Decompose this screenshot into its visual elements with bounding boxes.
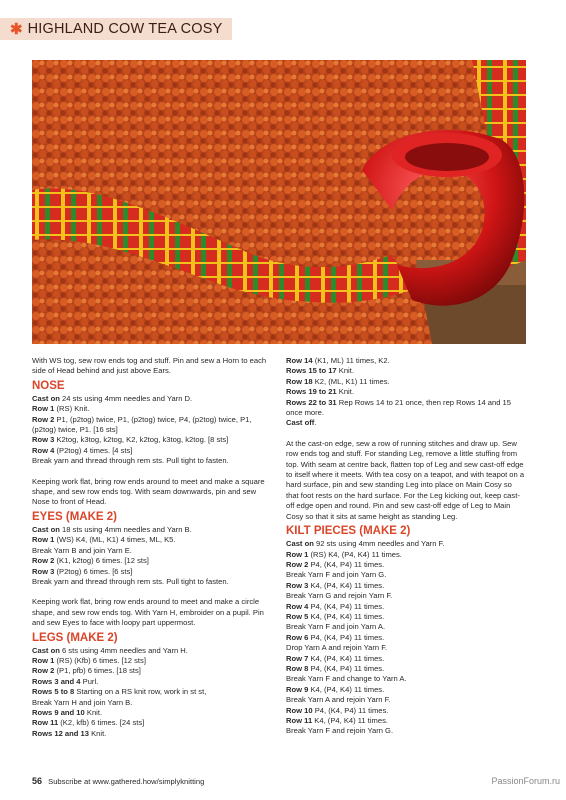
pattern-row [286, 418, 526, 428]
pattern-row [32, 577, 270, 587]
row-text: (P1, pfb) 6 times. [18 sts] [54, 666, 141, 676]
row-label: Row 14 [286, 356, 313, 365]
row-label: Row 2 [32, 556, 55, 566]
pattern-row [32, 404, 270, 414]
row-text: 92 sts using 4mm needles and Yarn F. [313, 539, 445, 549]
row-label: Row 6 [286, 632, 309, 642]
pattern-row [286, 654, 526, 664]
row-text: (K2, kfb) 6 times. [24 sts] [58, 718, 145, 728]
section-heading: EYES (MAKE 2) [32, 510, 117, 523]
row-text: Break Yarn H and join Yarn B. [32, 697, 133, 707]
row-text: Break yarn and thread through rem sts. Pull tight to fasten. [32, 456, 229, 466]
pattern-row [32, 656, 270, 666]
pattern-row [286, 570, 526, 580]
pattern-row [32, 677, 270, 687]
row-label: Rows 12 and 13 [32, 728, 89, 738]
row-text: 18 sts using 4mm needles and Yarn B. [59, 524, 192, 534]
row-text: Knit. [88, 728, 107, 738]
row-text: Break Yarn G and rejoin Yarn F. [286, 591, 393, 601]
row-text: K2tog, k3tog, k2tog, K2, k2tog, k3tog, k2tog. [8 sts] [54, 435, 229, 445]
row-label: Row 1 [32, 655, 55, 665]
pattern-row [286, 377, 526, 387]
row-label: Row 2 [32, 414, 55, 424]
pattern-row [32, 729, 270, 739]
pattern-row [32, 446, 270, 456]
row-label: Row 1 [32, 535, 55, 545]
pattern-row [286, 591, 526, 601]
row-label: Row 9 [286, 684, 309, 694]
pattern-row [32, 546, 270, 556]
row-text: P4, (K4, P4) 11 times. [308, 601, 385, 611]
paragraph [32, 356, 270, 377]
row-text: . [314, 418, 317, 428]
row-label: Row 18 [286, 376, 313, 386]
article-title: HIGHLAND COW TEA COSY [27, 21, 223, 37]
pattern-row [286, 716, 526, 726]
row-text: Break yarn and thread through rem sts. Pull tight to fasten. [32, 576, 229, 586]
pattern-row [32, 718, 270, 728]
pattern-row [286, 633, 526, 643]
row-text: Knit. [84, 707, 103, 717]
pattern-row [286, 674, 526, 684]
row-text: (WS) K4, (ML, K1) 4 times, ML, K5. [54, 535, 176, 545]
pattern-row [286, 550, 526, 560]
row-label: Row 3 [286, 580, 309, 590]
row-label: Row 7 [286, 653, 309, 663]
row-label: Row 3 [32, 566, 55, 576]
pattern-row [286, 539, 526, 549]
pattern-row [32, 525, 270, 535]
row-label: Rows 9 and 10 [32, 707, 85, 717]
row-text: K4, (P4, K4) 11 times. [312, 716, 388, 725]
row-label: Rows 15 to 17 [286, 366, 337, 376]
row-text: Rep Rows 14 to 21 once, then rep Rows 14 and 15 once more. [286, 397, 512, 418]
pattern-row [286, 612, 526, 622]
pattern-row [32, 435, 270, 445]
pattern-row [286, 602, 526, 612]
row-text: (K1, ML) 11 times, K2. [312, 356, 390, 365]
row-label: Rows 3 and 4 [32, 676, 81, 686]
row-text: Break Yarn F and join Yarn G. [286, 570, 387, 580]
pattern-row [286, 366, 526, 376]
row-text: Break Yarn F and rejoin Yarn G. [286, 726, 394, 736]
pattern-row [286, 685, 526, 695]
pattern-row [286, 581, 526, 591]
section-heading: LEGS (MAKE 2) [32, 631, 118, 644]
row-text: K4, (P4, K4) 11 times. [308, 684, 385, 694]
row-label: Row 1 [286, 549, 309, 559]
row-text: At the cast-on edge, sew a row of running stitches and draw up. Sew row ends tog and stuff. For standing Leg, remove a little stuffing from top. With seam at centre back, flatten top of Leg and sew cast-off edge to itself where it meets. With tea cosy on a teapot, and with teapot on a hard surface, pin and sew standing Leg into place on Main Cosy so that foot rests on the hard surface. For the Leg kicking out, keep cast-off edge open and round. Pin and sew cast-off edge of Leg to Main Cosy so that it sits at same height as standing Leg. [286, 438, 525, 521]
row-text: P4, (K4, P4) 11 times. [312, 705, 389, 715]
row-text: P4, (K4, P4) 11 times. [308, 663, 385, 673]
row-text: K2, (ML, K1) 11 times. [312, 376, 390, 386]
row-label: Row 2 [286, 559, 309, 569]
row-text: Keeping work flat, bring row ends around to meet and make a circle shape, and sew row ends tog. With Yarn H, embroider on a pupil. Pin and sew Eyes to face with loopy part uppermost. [32, 597, 264, 628]
row-text: Break Yarn F and change to Yarn A. [286, 674, 407, 684]
pattern-row [286, 643, 526, 653]
row-label: Row 5 [286, 611, 309, 621]
page-number: 56 [32, 776, 43, 786]
row-label: Cast on [32, 645, 60, 655]
pattern-row [32, 535, 270, 545]
pattern-row [286, 664, 526, 674]
row-text: Keeping work flat, bring row ends around to meet and make a square shape, and sew row ends tog. With seam downwards, pin and sew Nose to front of Head. [32, 476, 265, 507]
row-label: Cast off [286, 418, 315, 428]
row-text: (P2tog) 6 times. [6 sts] [54, 566, 133, 576]
row-text: 6 sts using 4mm needles and Yarn H. [59, 645, 188, 655]
row-text: K4, (P4, K4) 11 times. [308, 653, 385, 663]
row-label: Row 2 [32, 666, 55, 676]
row-text: Break Yarn B and join Yarn E. [32, 545, 132, 555]
row-label: Rows 19 to 21 [286, 387, 337, 397]
pattern-row [286, 706, 526, 716]
pattern-row [32, 567, 270, 577]
row-text: 24 sts using 4mm needles and Yarn D. [59, 393, 193, 403]
paragraph-gap [32, 467, 270, 477]
row-label: Row 3 [32, 435, 55, 445]
pattern-row [32, 708, 270, 718]
row-label: Row 11 [32, 718, 59, 728]
row-text: Break Yarn F and join Yarn A. [286, 622, 386, 632]
row-label: Cast on [32, 524, 60, 534]
row-text: K4, (P4, K4) 11 times. [308, 580, 385, 590]
pattern-row [286, 726, 526, 736]
page-footer [32, 776, 204, 786]
paragraph [286, 439, 526, 522]
row-text: P4, (K4, P4) 11 times. [308, 559, 385, 569]
paragraph [32, 477, 270, 508]
pattern-row [32, 394, 270, 404]
pattern-row [286, 695, 526, 705]
pattern-row [286, 622, 526, 632]
pattern-row [32, 666, 270, 676]
paragraph-gap [32, 587, 270, 597]
row-label: Row 11 [286, 716, 313, 725]
asterisk-icon: ✱ [10, 21, 23, 38]
row-label: Row 4 [286, 601, 309, 611]
subscribe-text: Subscribe at www.gathered.how/simplyknitting [48, 777, 205, 786]
pattern-row [286, 356, 526, 366]
row-text: Break Yarn A and rejoin Yarn F. [286, 695, 391, 705]
row-text: (P2tog) 4 times. [4 sts] [54, 445, 133, 455]
row-label: Row 8 [286, 663, 309, 673]
row-text: P4, (K4, P4) 11 times. [308, 632, 385, 642]
pattern-row [32, 698, 270, 708]
row-label: Rows 22 to 31 [286, 397, 337, 407]
row-text: (RS) (Kfb) 6 times. [12 sts] [54, 655, 146, 665]
pattern-row [32, 646, 270, 656]
left-column [32, 356, 270, 739]
row-text: (RS) K4, (P4, K4) 11 times. [308, 549, 402, 559]
pattern-row [286, 398, 526, 419]
row-text: K4, (P4, K4) 11 times. [308, 611, 385, 621]
pattern-row [32, 415, 270, 436]
row-label: Cast on [286, 539, 314, 549]
paragraph-gap [286, 429, 526, 439]
row-label: Cast on [32, 393, 60, 403]
section-heading: NOSE [32, 379, 65, 392]
row-text: (K1, k2tog) 6 times. [12 sts] [54, 556, 149, 566]
row-text: Starting on a RS knit row, work in st st, [74, 687, 207, 697]
paragraph [32, 597, 270, 628]
article-header [0, 18, 232, 40]
row-text: P1, (p2tog) twice, P1, (p2tog) twice, P4, (p2tog) twice, P1, (p2tog) twice, P1. [16 sts] [32, 414, 252, 435]
row-text: Knit. [336, 387, 354, 397]
row-text: Purl. [80, 676, 99, 686]
pattern-row [32, 456, 270, 466]
pattern-row [286, 560, 526, 570]
row-text: (RS) Knit. [54, 404, 90, 414]
pattern-row [286, 387, 526, 397]
section-heading: KILT PIECES (MAKE 2) [286, 525, 411, 538]
right-column [286, 356, 526, 737]
pattern-row [32, 687, 270, 697]
pattern-row [32, 556, 270, 566]
watermark: PassionForum.ru [491, 776, 560, 786]
row-text: Drop Yarn A and rejoin Yarn F. [286, 643, 388, 653]
row-label: Row 1 [32, 404, 55, 414]
row-text: With WS tog, sew row ends tog and stuff. Pin and sew a Horn to each side of Head behind and just above Ears. [32, 356, 267, 376]
row-text: Knit. [336, 366, 354, 376]
row-label: Row 10 [286, 705, 313, 715]
row-label: Row 4 [32, 445, 55, 455]
tea-cosy-photo [32, 60, 526, 344]
row-label: Rows 5 to 8 [32, 687, 75, 697]
